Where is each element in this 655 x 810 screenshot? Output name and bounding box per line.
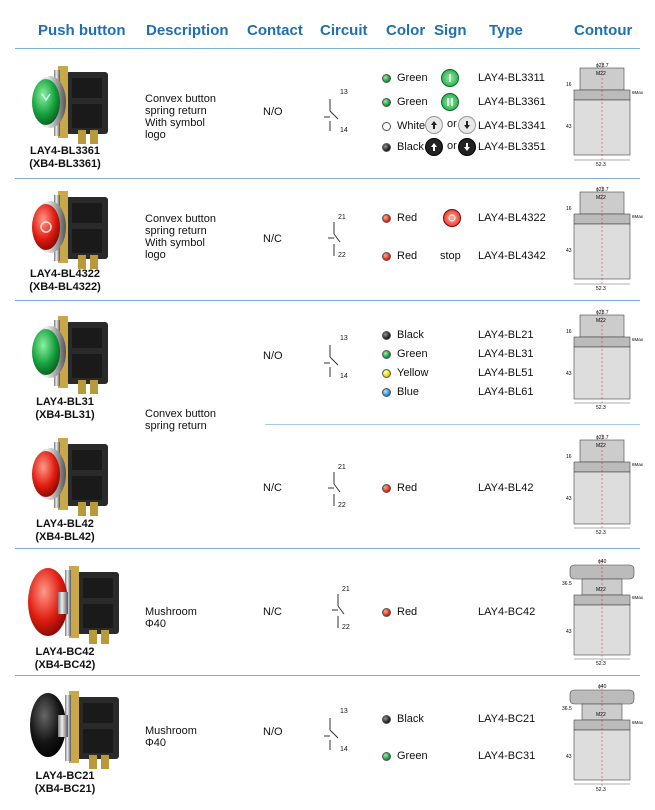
dim-label: 16 (566, 454, 572, 460)
color-label: White (397, 120, 426, 132)
terminal-number: 22 (338, 252, 346, 259)
dim-label: 52.3 (596, 530, 606, 535)
color-label: Red (397, 250, 418, 262)
desc-line: logo (145, 249, 166, 261)
desc-line: Convex button (145, 93, 216, 105)
product-code (20, 770, 110, 796)
color-option (382, 250, 417, 262)
color-option (382, 606, 417, 618)
header-contact: Contact (247, 22, 303, 39)
color-option (382, 120, 425, 132)
color-option (382, 212, 417, 224)
description (145, 606, 197, 630)
desc-line: Φ40 (145, 618, 167, 630)
yellow-color-dot (382, 369, 391, 378)
circuit-nc-diagram (320, 584, 360, 639)
color-option (382, 386, 419, 398)
dim-label: 6Max (632, 462, 644, 467)
color-label: Black (397, 329, 424, 341)
dim-label: 6Max (632, 214, 644, 219)
terminal-number: 13 (340, 89, 348, 96)
red-color-dot (382, 252, 391, 261)
dim-label: ϕ28.7 (596, 187, 609, 193)
dim-label: ϕ40 (598, 559, 607, 565)
description (145, 408, 216, 432)
stop-sign-text: stop (440, 250, 461, 262)
power-on-symbol-icon (441, 69, 459, 87)
dim-label: M22 (596, 443, 606, 449)
push-button-photo-black-mushroom (28, 685, 128, 775)
contact-type: N/O (263, 106, 283, 118)
dim-label: ϕ28.7 (596, 435, 609, 441)
description (145, 725, 197, 749)
color-label: Green (397, 348, 428, 360)
header-push-button: Push button (38, 22, 126, 39)
dim-label: 52.3 (596, 162, 606, 168)
contact-type: N/C (263, 482, 282, 494)
color-option (382, 96, 428, 108)
contact-type: N/O (263, 350, 283, 362)
color-option (382, 750, 428, 762)
desc-line: Convex button (145, 408, 216, 420)
dim-label: 43 (566, 124, 572, 130)
circuit-no-diagram (320, 333, 360, 388)
dim-label: M22 (596, 587, 606, 593)
or-text: or (447, 140, 457, 152)
black-color-dot (382, 331, 391, 340)
push-button-photo-red-mushroom (28, 560, 128, 650)
red-color-dot (382, 214, 391, 223)
type-code: LAY4-BL3311 (478, 72, 545, 84)
terminal-number: 13 (340, 708, 348, 715)
header-type: Type (489, 22, 523, 39)
push-button-photo-red (28, 432, 118, 522)
color-option (382, 713, 424, 725)
dim-label: 6Max (632, 720, 644, 725)
type-code: LAY4-BL4342 (478, 250, 546, 262)
type-code: LAY4-BC21 (478, 713, 536, 725)
color-label: Red (397, 212, 418, 224)
dim-label: M22 (596, 318, 606, 324)
type-code: LAY4-BL3341 (478, 120, 546, 132)
header-sign: Sign (434, 22, 467, 39)
terminal-number: 14 (340, 746, 348, 753)
black-color-dot (382, 143, 391, 152)
contact-type: N/O (263, 726, 283, 738)
header-contour: Contour (574, 22, 633, 39)
color-label: Red (397, 606, 418, 618)
terminal-number: 22 (338, 502, 346, 509)
dim-label: ϕ28.7 (596, 310, 609, 316)
type-code: LAY4-BL42 (478, 482, 534, 494)
contour-drawing (560, 680, 650, 795)
circuit-nc-diagram (320, 462, 360, 517)
code-lay4: LAY4-BL42 (36, 518, 94, 530)
type-code: LAY4-BL21 (478, 329, 534, 341)
dim-label: M22 (596, 71, 606, 77)
type-code: LAY4-BC31 (478, 750, 536, 762)
desc-line: spring return (145, 105, 207, 117)
code-xb4: (XB4-BL4322) (29, 281, 101, 293)
terminal-number: 14 (340, 373, 348, 380)
contact-type: N/C (263, 606, 282, 618)
type-code: LAY4-BL51 (478, 367, 534, 379)
type-code: LAY4-BL3351 (478, 141, 546, 153)
dim-label: 6Max (632, 337, 644, 342)
dim-label: 16 (566, 329, 572, 335)
code-lay4: LAY4-BL31 (36, 396, 94, 408)
dim-label: 6Max (632, 90, 644, 95)
dim-label: 6Max (632, 595, 644, 600)
type-code: LAY4-BL4322 (478, 212, 546, 224)
terminal-number: 22 (342, 624, 350, 631)
dim-label: 16 (566, 206, 572, 212)
desc-line: Convex button (145, 213, 216, 225)
terminal-number: 13 (340, 335, 348, 342)
description (145, 93, 216, 141)
dim-label: 43 (566, 629, 572, 635)
product-code (20, 145, 110, 171)
type-code: LAY4-BL61 (478, 386, 534, 398)
green-color-dot (382, 98, 391, 107)
dim-label: 16 (566, 82, 572, 88)
desc-line: logo (145, 129, 166, 141)
type-code: LAY4-BL31 (478, 348, 534, 360)
code-xb4: (XB4-BC42) (34, 659, 96, 671)
dim-label: ϕ40 (598, 684, 607, 690)
terminal-number: 21 (338, 464, 346, 471)
desc-line: Mushroom (145, 725, 197, 737)
dim-label: 52.3 (596, 661, 606, 667)
push-button-photo-green-symbol (28, 60, 118, 150)
contour-drawing (560, 305, 650, 410)
color-option (382, 348, 428, 360)
contact-type: N/C (263, 233, 282, 245)
green-color-dot (382, 752, 391, 761)
color-option (382, 367, 428, 379)
header-color: Color (386, 22, 426, 39)
product-code (20, 518, 110, 544)
header-divider (15, 48, 640, 49)
product-code (20, 268, 110, 294)
color-option (382, 329, 424, 341)
dim-label: 52.3 (596, 787, 606, 793)
row-divider (15, 300, 640, 301)
color-label: Black (397, 713, 424, 725)
terminal-number: 21 (338, 214, 346, 221)
header-circuit: Circuit (320, 22, 368, 39)
product-code (20, 396, 110, 422)
down-arrow-icon (458, 116, 476, 134)
code-lay4: LAY4-BC42 (35, 646, 95, 658)
pause-symbol-icon (441, 93, 459, 111)
green-color-dot (382, 74, 391, 83)
terminal-number: 21 (342, 586, 350, 593)
dim-label: 43 (566, 754, 572, 760)
type-code: LAY4-BC42 (478, 606, 536, 618)
push-button-photo-red-symbol (28, 185, 118, 275)
row-divider (15, 675, 640, 676)
code-xb4: (XB4-BL42) (35, 531, 95, 543)
red-color-dot (382, 484, 391, 493)
code-lay4: LAY4-BC21 (35, 770, 95, 782)
dim-label: 36.5 (562, 706, 572, 712)
dim-label: 52.3 (596, 405, 606, 410)
code-xb4: (XB4-BC21) (34, 783, 96, 795)
dim-label: 43 (566, 496, 572, 502)
product-code (20, 646, 110, 672)
row-divider (265, 424, 640, 425)
dim-label: ϕ28.7 (596, 63, 609, 69)
push-button-photo-green (28, 310, 118, 400)
circuit-no-diagram (320, 87, 360, 142)
row-divider (15, 548, 640, 549)
contour-drawing (560, 58, 650, 168)
code-xb4: (XB4-BL3361) (29, 158, 101, 170)
row-divider (15, 178, 640, 179)
code-xb4: (XB4-BL31) (35, 409, 95, 421)
desc-line: spring return (145, 420, 207, 432)
desc-line: Φ40 (145, 737, 167, 749)
or-text: or (447, 118, 457, 130)
green-color-dot (382, 350, 391, 359)
code-lay4: LAY4-BL3361 (30, 145, 100, 157)
red-color-dot (382, 608, 391, 617)
up-arrow-icon (425, 116, 443, 134)
black-color-dot (382, 715, 391, 724)
desc-line: Mushroom (145, 606, 197, 618)
header-description: Description (146, 22, 229, 39)
color-label: Red (397, 482, 418, 494)
description (145, 213, 216, 261)
color-label: Green (397, 96, 428, 108)
circuit-nc-diagram (320, 212, 360, 267)
color-label: Black (397, 141, 424, 153)
down-arrow-icon (458, 138, 476, 156)
blue-color-dot (382, 388, 391, 397)
desc-line: With symbol (145, 237, 205, 249)
color-label: Green (397, 72, 428, 84)
dim-label: 36.5 (562, 581, 572, 587)
power-off-symbol-icon (443, 209, 461, 227)
desc-line: spring return (145, 225, 207, 237)
dim-label: M22 (596, 195, 606, 201)
terminal-number: 14 (340, 127, 348, 134)
dim-label: M22 (596, 712, 606, 718)
white-color-dot (382, 122, 391, 131)
color-option (382, 72, 428, 84)
type-code: LAY4-BL3361 (478, 96, 546, 108)
contour-drawing (560, 430, 650, 535)
contour-drawing (560, 182, 650, 292)
desc-line: With symbol (145, 117, 205, 129)
color-label: Green (397, 750, 428, 762)
dim-label: 43 (566, 371, 572, 377)
color-label: Blue (397, 386, 420, 398)
contour-drawing (560, 555, 650, 667)
dim-label: 52.3 (596, 286, 606, 292)
code-lay4: LAY4-BL4322 (30, 268, 100, 280)
circuit-no-diagram (320, 706, 360, 761)
color-option (382, 141, 424, 153)
up-arrow-icon (425, 138, 443, 156)
dim-label: 43 (566, 248, 572, 254)
color-option (382, 482, 417, 494)
color-label: Yellow (397, 367, 429, 379)
